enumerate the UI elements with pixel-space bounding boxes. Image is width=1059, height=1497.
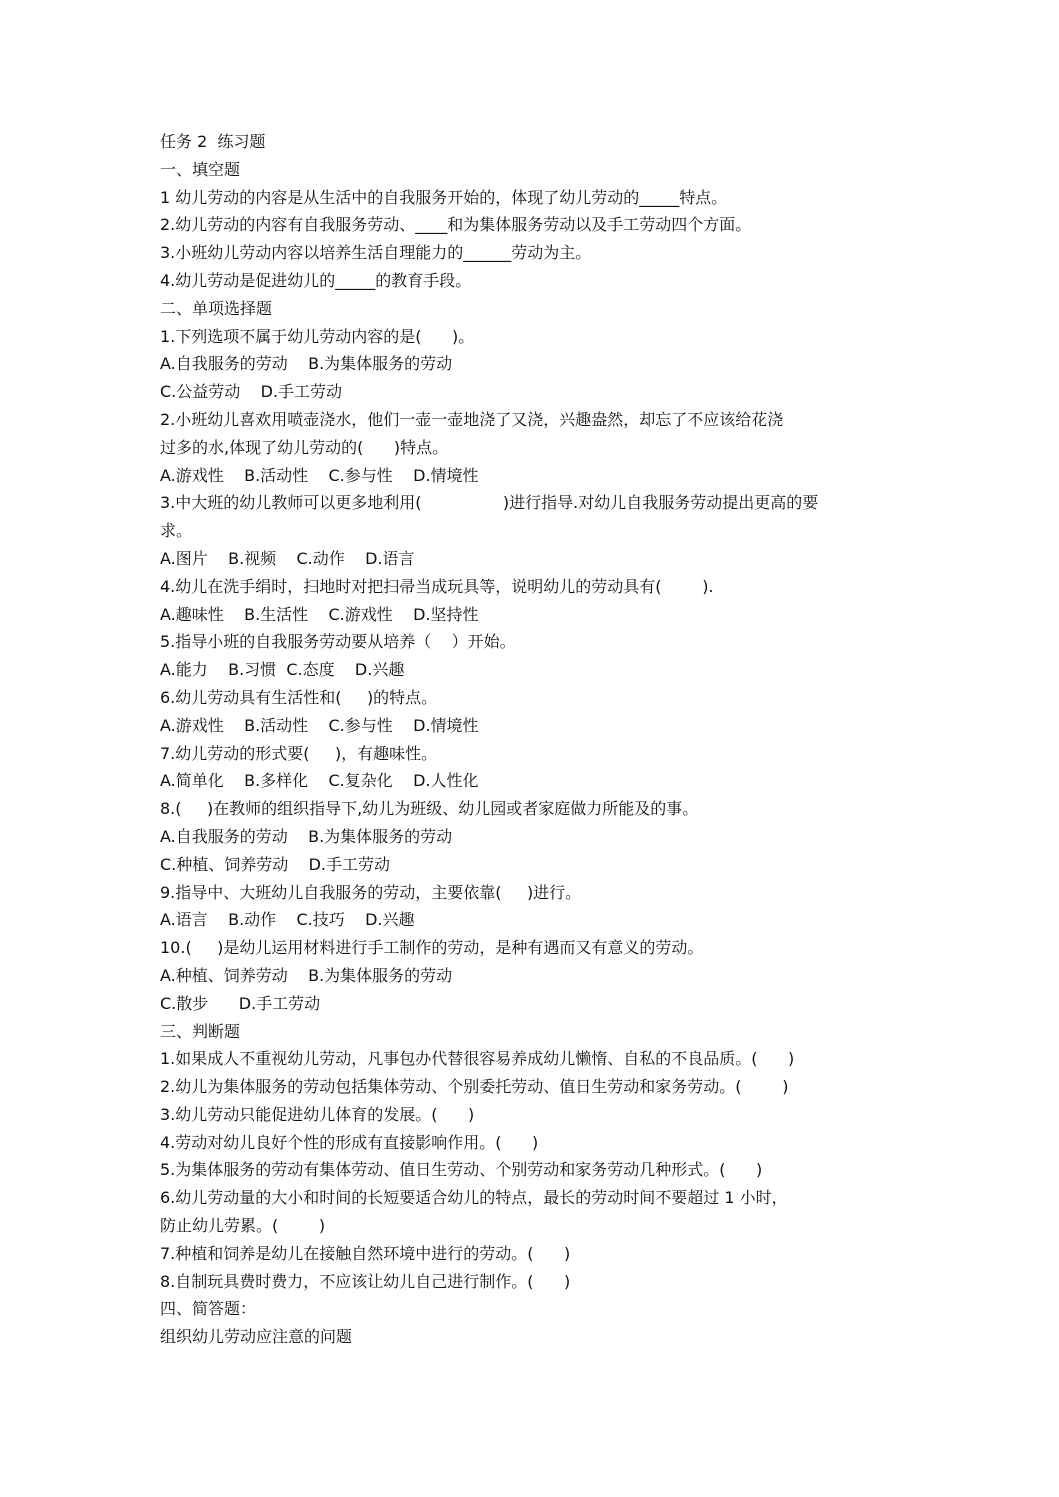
choice-question-1: 1.下列选项不属于幼儿劳动内容的是( )。 (160, 326, 475, 346)
choice-question-10-options-a: A.种植、饲养劳动 B.为集体服务的劳动 (160, 965, 453, 985)
section-heading-true-false: 三、判断题 (160, 1021, 241, 1041)
choice-question-7: 7.幼儿劳动的形式要( )，有趣味性。 (160, 743, 438, 763)
choice-question-8-options-b: C.种植、饲养劳动 D.手工劳动 (160, 854, 391, 874)
section-heading-fill-in: 一、填空题 (160, 159, 241, 179)
document-page (160, 128, 920, 1351)
choice-question-1-options-a: A.自我服务的劳动 B.为集体服务的劳动 (160, 354, 453, 374)
task-title: 任务 2 练习题 (160, 132, 266, 151)
judge-question-3: 3.幼儿劳动只能促进幼儿体育的发展。( ) (160, 1104, 475, 1124)
judge-question-8: 8.自制玩具费时费力，不应该让幼儿自己进行制作。( ) (160, 1271, 571, 1291)
judge-question-4: 4.劳动对幼儿良好个性的形成有直接影响作用。( ) (160, 1132, 539, 1152)
choice-question-5: 5.指导小班的自我服务劳动要从培养（ ）开始。 (160, 632, 516, 652)
choice-question-7-options: A.简单化 B.多样化 C.复杂化 D.人性化 (160, 771, 479, 791)
choice-question-3-cont: 求。 (160, 521, 193, 541)
fill-in-question-4: 4.幼儿劳动是促进幼儿的_____的教育手段。 (160, 270, 472, 290)
fill-in-question-2: 2.幼儿劳动的内容有自我服务劳动、____和为集体服务劳动以及手工劳动四个方面。 (160, 215, 752, 235)
judge-question-5: 5.为集体服务的劳动有集体劳动、值日生劳动、个别劳动和家务劳动几种形式。( ) (160, 1160, 763, 1180)
choice-question-6-options: A.游戏性 B.活动性 C.参与性 D.情境性 (160, 715, 479, 735)
fill-in-question-1: 1 幼儿劳动的内容是从生活中的自我服务开始的，体现了幼儿劳动的_____特点。 (160, 187, 728, 207)
choice-question-8: 8.( )在教师的组织指导下,幼儿为班级、幼儿园或者家庭做力所能及的事。 (160, 799, 699, 819)
choice-question-3: 3.中大班的幼儿教师可以更多地利用( )进行指导.对幼儿自我服务劳动提出更高的要 (160, 493, 819, 513)
fill-in-question-3: 3.小班幼儿劳动内容以培养生活自理能力的______劳动为主。 (160, 243, 592, 263)
section-heading-short-answer: 四、简答题： (160, 1299, 257, 1319)
choice-question-9-options: A.语言 B.动作 C.技巧 D.兴趣 (160, 910, 415, 930)
choice-question-1-options-b: C.公益劳动 D.手工劳动 (160, 382, 343, 402)
choice-question-8-options-a: A.自我服务的劳动 B.为集体服务的劳动 (160, 826, 453, 846)
short-answer-question-1: 组织幼儿劳动应注意的问题 (160, 1327, 353, 1347)
choice-question-4-options: A.趣味性 B.生活性 C.游戏性 D.坚持性 (160, 604, 479, 624)
judge-question-7: 7.种植和饲养是幼儿在接触自然环境中进行的劳动。( ) (160, 1243, 571, 1263)
judge-question-6: 6.幼儿劳动量的大小和时间的长短要适合幼儿的特点，最长的劳动时间不要超过 1 小时， (160, 1188, 788, 1208)
choice-question-2: 2.小班幼儿喜欢用喷壶浇水，他们一壶一壶地浇了又浇，兴趣盎然，却忘了不应该给花浇 (160, 409, 784, 429)
choice-question-3-options: A.图片 B.视频 C.动作 D.语言 (160, 548, 415, 568)
judge-question-2: 2.幼儿为集体服务的劳动包括集体劳动、个别委托劳动、值日生劳动和家务劳动。( ) (160, 1077, 789, 1097)
choice-question-10-options-b: C.散步 D.手工劳动 (160, 993, 321, 1013)
choice-question-4: 4.幼儿在洗手绢时，扫地时对把扫帚当成玩具等，说明幼儿的劳动具有( ). (160, 576, 714, 596)
choice-question-6: 6.幼儿劳动具有生活性和( )的特点。 (160, 687, 438, 707)
choice-question-2-options: A.游戏性 B.活动性 C.参与性 D.情境性 (160, 465, 479, 485)
section-heading-single-choice: 二、单项选择题 (160, 298, 273, 318)
judge-question-1: 1.如果成人不重视幼儿劳动，凡事包办代替很容易养成幼儿懒惰、自私的不良品质。( ) (160, 1049, 795, 1069)
choice-question-10: 10.( )是幼儿运用材料进行手工制作的劳动，是种有遇而又有意义的劳动。 (160, 938, 704, 958)
judge-question-6-cont: 防止幼儿劳累。( ) (160, 1216, 326, 1236)
choice-question-9: 9.指导中、大班幼儿自我服务的劳动，主要依靠( )进行。 (160, 882, 582, 902)
choice-question-5-options: A.能力 B.习惯 C.态度 D.兴趣 (160, 660, 405, 680)
choice-question-2-cont: 过多的水,体现了幼儿劳动的( )特点。 (160, 437, 449, 457)
